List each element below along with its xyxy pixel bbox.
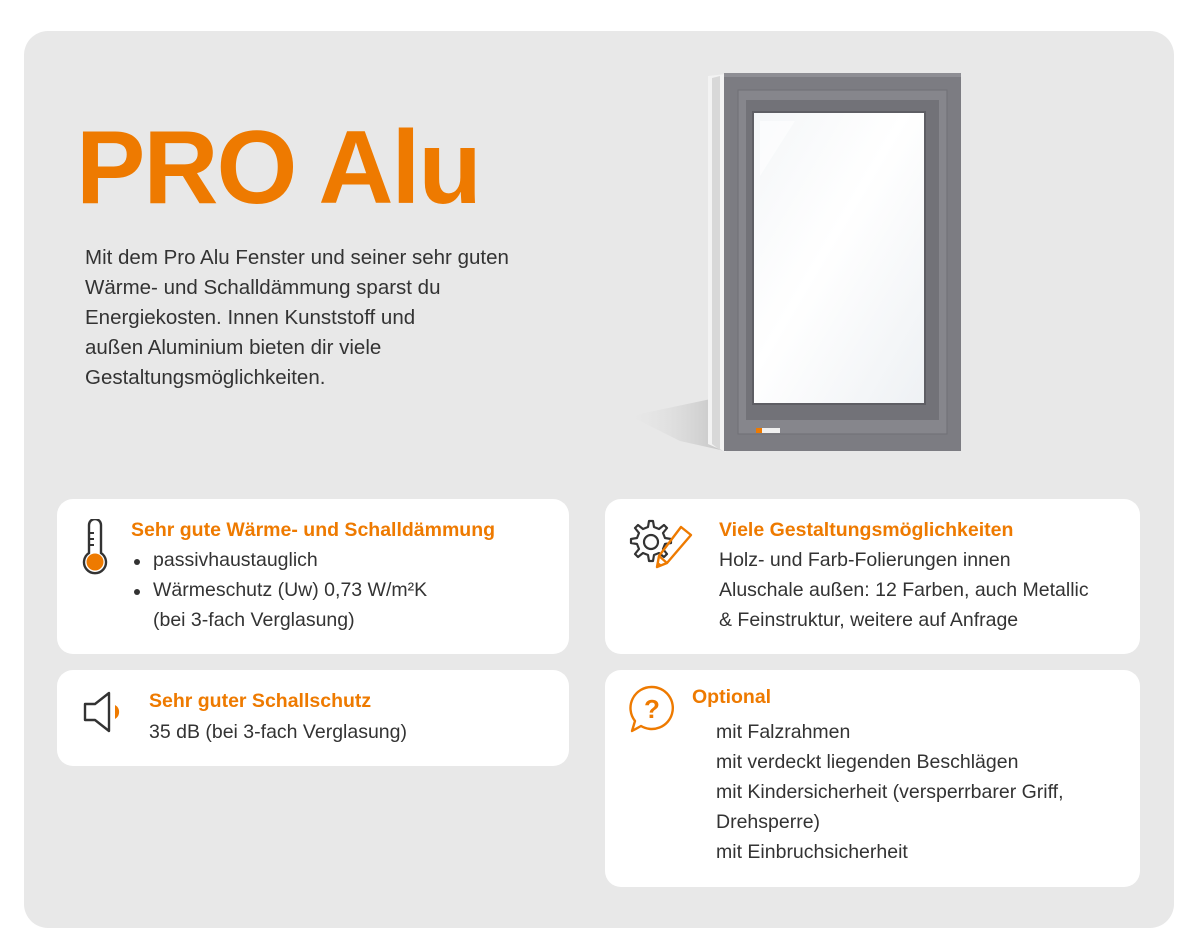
feature-line: mit Kindersicherheit (versperrbarer Griff, xyxy=(716,781,1064,803)
intro-line: Energiekosten. Innen Kunststoff und xyxy=(85,306,416,329)
feature-card-insulation xyxy=(57,499,569,654)
feature-card-optional xyxy=(605,670,1140,887)
intro-line: Mit dem Pro Alu Fenster und seiner sehr guten xyxy=(85,246,509,269)
card-title: Sehr guter Schallschutz xyxy=(149,690,372,712)
feature-line: mit Einbruchsicherheit xyxy=(716,841,908,863)
intro-line: Wärme- und Schalldämmung sparst du xyxy=(85,276,441,299)
feature-line: Drehsperre) xyxy=(716,811,821,833)
intro-line: außen Aluminium bieten dir viele xyxy=(85,336,382,359)
feature-line: Holz- und Farb-Folierungen innen xyxy=(719,549,1011,571)
feature-line: Aluschale außen: 12 Farben, auch Metallic xyxy=(719,579,1089,601)
feature-line: mit verdeckt liegenden Beschlägen xyxy=(716,751,1019,773)
question-bubble-icon xyxy=(627,684,677,736)
card-title: Viele Gestaltungsmöglichkeiten xyxy=(719,519,1014,541)
feature-line: 35 dB (bei 3-fach Verglasung) xyxy=(149,721,407,743)
window-product-image xyxy=(620,66,970,461)
feature-line: & Feinstruktur, weitere auf Anfrage xyxy=(719,609,1019,631)
feature-bullet: passivhaustauglich xyxy=(153,549,318,571)
gear-pencil-icon xyxy=(625,515,701,571)
feature-card-design xyxy=(605,499,1140,654)
feature-note: (bei 3-fach Verglasung) xyxy=(153,609,355,631)
card-title: Sehr gute Wärme- und Schalldämmung xyxy=(131,519,496,541)
feature-bullet: Wärmeschutz (Uw) 0,73 W/m²K xyxy=(153,579,428,601)
page-title: PRO Alu xyxy=(76,110,480,226)
svg-text:?: ? xyxy=(644,694,660,724)
thermometer-icon xyxy=(79,519,111,575)
intro-text xyxy=(85,243,585,393)
feature-line: mit Falzrahmen xyxy=(716,721,851,743)
speaker-icon xyxy=(81,690,129,734)
card-title: Optional xyxy=(692,686,772,708)
bullet-dot xyxy=(134,589,140,595)
intro-line: Gestaltungsmöglichkeiten. xyxy=(85,366,326,389)
bullet-dot xyxy=(134,559,140,565)
feature-card-sound xyxy=(57,670,569,766)
